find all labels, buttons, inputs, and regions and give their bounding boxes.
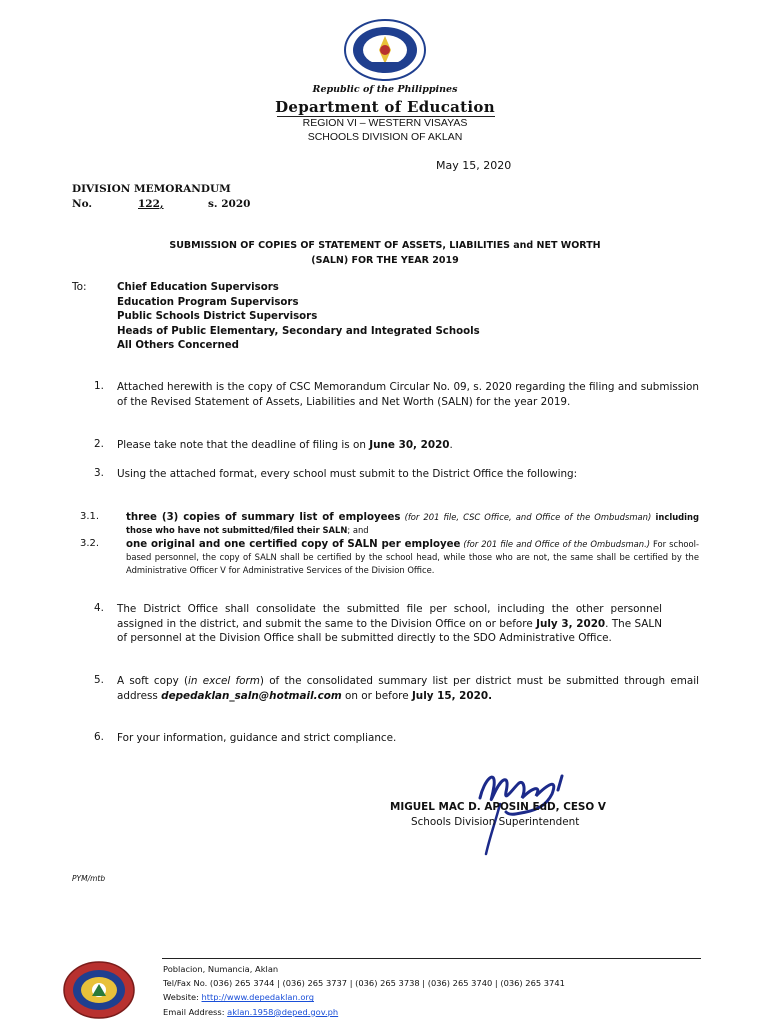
item-5-lead: A soft copy ( (117, 675, 189, 687)
item-4-text (117, 602, 662, 646)
republic-line: Republic of the Philippines (312, 84, 458, 95)
to-label: To: (72, 281, 87, 293)
item-number: 1. (94, 380, 104, 392)
memo-number: 122, (138, 198, 164, 210)
item-5-mid-2: on or before (341, 689, 412, 702)
recipient-item: Chief Education Supervisors (117, 282, 279, 293)
item-4-tail: . The SALN of personnel at the Division Office shall be submitted directly to the SDO Administrative Office. (117, 617, 662, 645)
item-5-text (117, 674, 699, 703)
subitem-3-2-bold: one original and one certified copy of SALN per employee (126, 539, 461, 550)
item-3-text: Using the attached format, every school must submit to the District Office the following: (117, 468, 578, 480)
footer-email-line (163, 1005, 565, 1019)
item-number: 5. (94, 674, 104, 686)
deped-seal-logo (343, 18, 427, 82)
subitem-number: 3.2. (80, 538, 100, 549)
subitem-3-2-italic: (for 201 file and Office of the Ombudsman.) (460, 539, 650, 549)
subitem-number: 3.1. (80, 511, 100, 522)
item-1-text: Attached herewith is the copy of CSC Memorandum Circular No. 09, s. 2020 regarding the filing and submission of the Revised Statement of Assets, Liabilities and Net Worth (SALN) for the year 2019. (117, 381, 699, 408)
signatory-name: MIGUEL MAC D. APOSIN EdD, CESO V (390, 801, 606, 813)
website-label: Website: (163, 992, 202, 1003)
item-number: 2. (94, 438, 104, 450)
memo-subject (72, 238, 698, 268)
footer-address: Poblacion, Numancia, Aklan (163, 964, 279, 974)
memo-heading (72, 182, 250, 212)
item-6-text: For your information, guidance and strict compliance. (117, 732, 397, 744)
email-label: Email Address: (163, 1006, 228, 1017)
division-seal-logo (62, 960, 136, 1020)
subitem-3-1-italic: (for 201 file, CSC Office, and Office of the Ombudsman) (400, 512, 652, 522)
recipient-item: All Others Concerned (117, 340, 239, 352)
subject-line-1: SUBMISSION OF COPIES OF STATEMENT OF ASSETS, LIABILITIES and NET WORTH (169, 240, 601, 251)
deadline-date: June 30, 2020 (369, 439, 450, 451)
memo-no-label: No. (72, 198, 93, 210)
subitem-3-2-body: For school-based personnel, the copy of SALN shall be certified by the school head, while those who are not, the same shall be certified by the Administrative Officer V for Administrative Services of the Division Office. (126, 539, 699, 576)
subitem-3-1-end: ; and (347, 525, 369, 536)
footer-website-line (163, 990, 565, 1004)
excel-form-note: in excel form (188, 675, 260, 687)
saln-email-address: depedaklan_saln@hotmail.com (161, 689, 342, 702)
subject-line-2: (SALN) FOR THE YEAR 2019 (311, 255, 459, 266)
region-line: REGION VI – WESTERN VISAYAS (302, 117, 468, 129)
subitem-3-1-text (126, 511, 699, 537)
item-number: 3. (94, 467, 104, 479)
signatory-title: Schools Division Superintendent (411, 816, 580, 828)
district-deadline: July 3, 2020 (536, 617, 606, 630)
email-deadline: July 15, 2020. (411, 689, 493, 702)
item-2-text (117, 438, 699, 453)
memo-date: May 15, 2020 (436, 159, 512, 172)
website-link[interactable]: http://www.depedaklan.org (201, 992, 314, 1003)
recipient-list (117, 281, 480, 354)
department-title: Department of Education (275, 98, 495, 116)
item-4-lead: The District Office shall consolidate the submitted file per school, including the other personnel assigned in the district, and submit the same to the Division Office on or before (117, 603, 662, 630)
recipient-item: Education Program Supervisors (117, 296, 299, 308)
recipient-item: Public Schools District Supervisors (117, 311, 318, 323)
memo-title: DIVISION MEMORANDUM (72, 183, 231, 195)
item-number: 4. (94, 602, 104, 614)
memo-series: s. 2020 (208, 198, 251, 210)
division-line: SCHOOLS DIVISION OF AKLAN (307, 131, 463, 143)
item-number: 6. (94, 731, 104, 743)
subitem-3-1-bold-2: including those who have not submitted/filed their SALN (126, 512, 699, 536)
item-2-end: . (449, 439, 453, 451)
footer-contact (163, 962, 565, 1019)
subitem-3-1-bold: three (3) copies of summary list of employees (126, 512, 401, 523)
footer-divider (162, 958, 701, 959)
recipient-item: Heads of Public Elementary, Secondary and Integrated Schools (117, 325, 480, 337)
memo-number-line (72, 197, 250, 212)
item-5-mid: ) of the consolidated summary list per district must be submitted through email address (117, 675, 699, 702)
footer-telfax: Tel/Fax No. (036) 265 3744 | (036) 265 3737 | (036) 265 3738 | (036) 265 3740 | (036) 265 3741 (163, 978, 565, 989)
item-2-lead: Please take note that the deadline of filing is on (117, 439, 370, 451)
email-link[interactable]: aklan.1958@deped.gov.ph (227, 1006, 339, 1017)
reference-initials: PYM/mtb (72, 874, 106, 883)
subitem-3-2-text (126, 538, 699, 578)
